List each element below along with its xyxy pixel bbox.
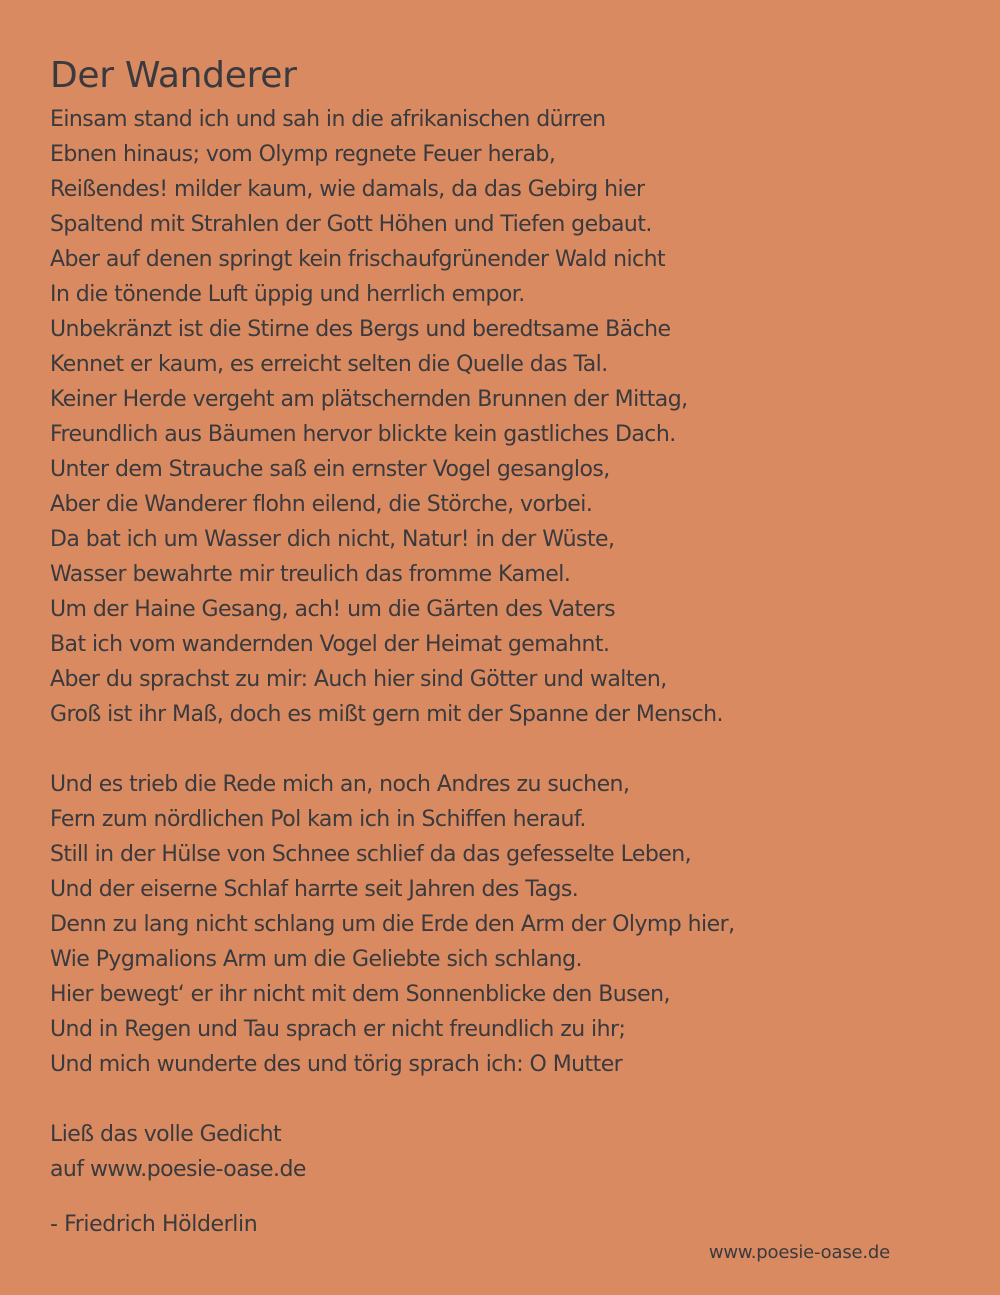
poem-line: Unter dem Strauche saß ein ernster Vogel gesanglos, — [50, 457, 610, 482]
poem-line: Fern zum nördlichen Pol kam ich in Schiffen herauf. — [50, 807, 586, 832]
poem-line: Keiner Herde vergeht am plätschernden Brunnen der Mittag, — [50, 387, 688, 412]
poem-line: Groß ist ihr Maß, doch es mißt gern mit der Spanne der Mensch. — [50, 702, 723, 727]
stanza-1 — [50, 102, 950, 732]
poem-line: Und der eiserne Schlaf harrte seit Jahren des Tags. — [50, 877, 579, 902]
note-line: Ließ das volle Gedicht — [50, 1122, 282, 1147]
poem-line: Und in Regen und Tau sprach er nicht freundlich zu ihr; — [50, 1017, 626, 1042]
note-line: auf www.poesie-oase.de — [50, 1157, 306, 1182]
poem-line: Reißendes! milder kaum, wie damals, da das Gebirg hier — [50, 177, 645, 202]
poem-line: Denn zu lang nicht schlang um die Erde den Arm der Olymp hier, — [50, 912, 735, 937]
poem-page — [50, 52, 950, 1242]
poem-line: Und mich wunderte des und törig sprach ich: O Mutter — [50, 1052, 623, 1077]
poem-line: Wie Pygmalions Arm um die Geliebte sich schlang. — [50, 947, 582, 972]
poem-line: In die tönende Luft üppig und herrlich empor. — [50, 282, 525, 307]
poem-line: Unbekränzt ist die Stirne des Bergs und beredtsame Bäche — [50, 317, 671, 342]
poem-line: Da bat ich um Wasser dich nicht, Natur! in der Wüste, — [50, 527, 615, 552]
poem-line: Spaltend mit Strahlen der Gott Höhen und Tiefen gebaut. — [50, 212, 652, 237]
footer-url: www.poesie-oase.de — [708, 1242, 890, 1263]
poem-line: Kennet er kaum, es erreicht selten die Quelle das Tal. — [50, 352, 608, 377]
poem-line: Freundlich aus Bäumen hervor blickte kein gastliches Dach. — [50, 422, 676, 447]
poem-line: Still in der Hülse von Schnee schlief da das gefesselte Leben, — [50, 842, 692, 867]
poem-line: Bat ich vom wandernden Vogel der Heimat gemahnt. — [50, 632, 610, 657]
poem-line: Und es trieb die Rede mich an, noch Andres zu suchen, — [50, 772, 630, 797]
poem-line: Einsam stand ich und sah in die afrikanischen dürren — [50, 107, 606, 132]
poem-line: Wasser bewahrte mir treulich das fromme Kamel. — [50, 562, 571, 587]
poem-line: Aber du sprachst zu mir: Auch hier sind Götter und walten, — [50, 667, 667, 692]
poem-line: Um der Haine Gesang, ach! um die Gärten des Vaters — [50, 597, 616, 622]
stanza-2 — [50, 767, 950, 1082]
author-signature: - Friedrich Hölderlin — [50, 1212, 258, 1237]
poem-line: Aber die Wanderer flohn eilend, die Störche, vorbei. — [50, 492, 593, 517]
full-poem-note — [50, 1117, 950, 1187]
poem-line: Hier bewegt‘ er ihr nicht mit dem Sonnenblicke den Busen, — [50, 982, 670, 1007]
poem-title: Der Wanderer — [50, 55, 297, 96]
poem-line: Aber auf denen springt kein frischaufgrünender Wald nicht — [50, 247, 666, 272]
poem-line: Ebnen hinaus; vom Olymp regnete Feuer herab, — [50, 142, 556, 167]
